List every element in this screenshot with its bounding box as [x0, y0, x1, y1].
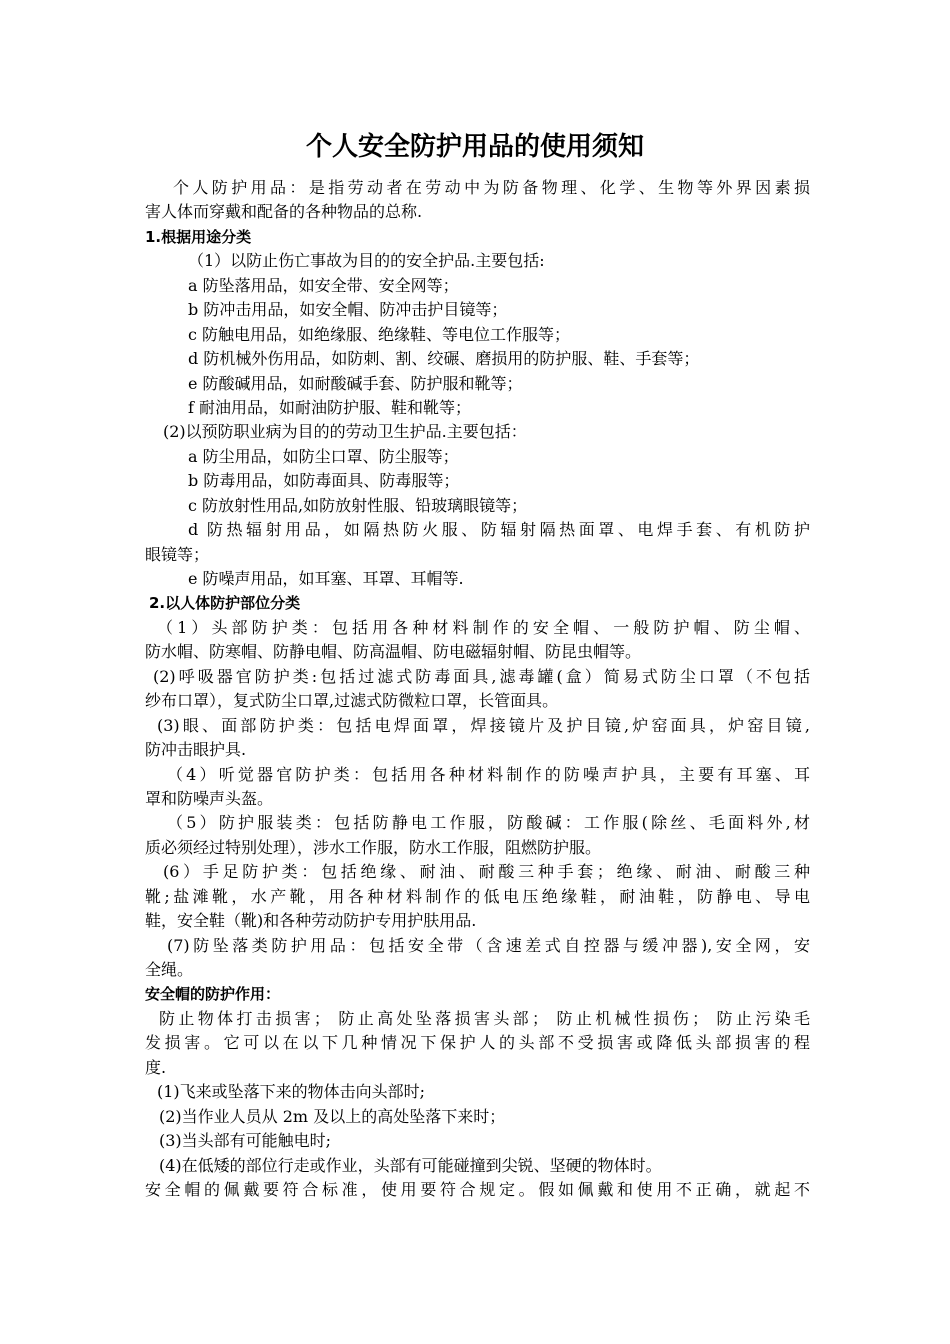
- paragraph-line: 安全帽的佩戴要符合标准，使用要符合规定。假如佩戴和使用不正确，就起不: [145, 1179, 810, 1199]
- paragraph-line: （1）头部防护类：包括用各种材料制作的安全帽、一般防护帽、防尘帽、: [157, 617, 810, 637]
- paragraph-line: 罩和防噪声头盔。: [145, 788, 274, 808]
- section-heading: 1.根据用途分类: [145, 227, 252, 246]
- list-item: (1)飞来或坠落下来的物体击向头部时;: [157, 1082, 426, 1102]
- list-item: (3)当头部有可能触电时;: [159, 1131, 332, 1151]
- list-item: a 防尘用品，如防尘口罩、防尘服等；: [188, 446, 459, 466]
- list-item: d 防机械外伤用品，如防刺、割、绞碾、磨损用的防护服、鞋、手套等；: [188, 349, 700, 369]
- paragraph-line: (6）手足防护类：包括绝缘、耐油、耐酸三种手套；绝缘、耐油、耐酸三种: [163, 862, 810, 882]
- list-item: a 防坠落用品，如安全带、安全网等；: [188, 275, 459, 295]
- paragraph-line: (2)呼吸器官防护类:包括过滤式防毒面具,滤毒罐(盒）简易式防尘口罩（不包括: [153, 666, 810, 686]
- list-item: (4)在低矮的部位行走或作业，头部有可能碰撞到尖锐、坚硬的物体时。: [159, 1155, 662, 1175]
- list-item: b 防毒用品，如防毒面具、防毒服等；: [188, 471, 460, 491]
- document-title: 个人安全防护用品的使用须知: [305, 132, 644, 162]
- paragraph-line: 纱布口罩），复式防尘口罩,过滤式防微粒口罩，长管面具。: [145, 691, 559, 711]
- paragraph-line: 害人体而穿戴和配备的各种物品的总称.: [145, 202, 423, 222]
- paragraph-line: 防冲击眼护具.: [145, 740, 247, 760]
- paragraph-line: 靴;盐滩靴，水产靴，用各种材料制作的低电压绝缘鞋，耐油鞋，防静电、导电: [145, 886, 810, 906]
- paragraph-line: (7)防坠落类防护用品：包括安全带（含速差式自控器与缓冲器),安全网，安: [167, 935, 810, 955]
- list-item: e 防噪声用品，如耳塞、耳罩、耳帽等.: [188, 569, 464, 588]
- list-item: (2)当作业人员从 2m 及以上的高处坠落下来时；: [159, 1106, 506, 1126]
- paragraph-line: (3)眼、面部防护类：包括电焊面罩，焊接镜片及护目镜,炉窑面具，炉窑目镜,: [157, 715, 810, 735]
- paragraph-line: （5）防护服装类：包括防静电工作服，防酸碱：工作服(除丝、毛面料外,材: [167, 813, 810, 833]
- paragraph-line: （4）听觉器官防护类：包括用各种材料制作的防噪声护具，主要有耳塞、耳: [167, 764, 810, 784]
- section-heading: 安全帽的防护作用：: [145, 985, 281, 1004]
- list-item: d 防热辐射用品，如隔热防火服、防辐射隔热面罩、电焊手套、有机防护: [188, 520, 810, 540]
- list-item-continued: 眼镜等；: [145, 544, 210, 564]
- paragraph-line: 全绳。: [145, 960, 194, 979]
- list-item: c 防放射性用品,如防放射性服、铅玻璃眼镜等；: [188, 495, 528, 515]
- document-body: [145, 176, 810, 1202]
- subsection-line: (2)以预防职业病为目的的劳动卫生护品.主要包括：: [163, 422, 527, 442]
- paragraph-line: 鞋，安全鞋（靴)和各种劳动防护专用护肤用品.: [145, 911, 477, 931]
- paragraph-line: 防止物体打击损害； 防止高处坠落损害头部； 防止机械性损伤； 防止污染毛: [159, 1008, 810, 1028]
- list-item: c 防触电用品，如绝缘服、绝缘鞋、等电位工作服等；: [188, 324, 571, 344]
- list-item: f 耐油用品，如耐油防护服、鞋和靴等；: [188, 397, 472, 417]
- paragraph-line: 个人防护用品：是指劳动者在劳动中为防备物理、化学、生物等外界因素损: [173, 178, 810, 197]
- list-item: e 防酸碱用品，如耐酸碱手套、防护服和靴等；: [188, 373, 523, 393]
- paragraph-line: 度.: [145, 1057, 167, 1077]
- paragraph-line: 质必须经过特别处理），涉水工作服，防水工作服，阻燃防护服。: [145, 837, 602, 857]
- list-item: b 防冲击用品，如安全帽、防冲击护目镜等；: [188, 300, 508, 320]
- subsection-line: （1）以防止伤亡事故为目的的安全护品.主要包括:: [188, 251, 545, 271]
- paragraph-line: 防水帽、防寒帽、防静电帽、防高温帽、防电磁辐射帽、防昆虫帽等。: [145, 642, 642, 662]
- paragraph-line: 发损害。它可以在以下几种情况下保护人的头部不受损害或降低头部损害的程: [145, 1033, 810, 1053]
- section-heading: 2.以人体防护部位分类: [149, 594, 301, 613]
